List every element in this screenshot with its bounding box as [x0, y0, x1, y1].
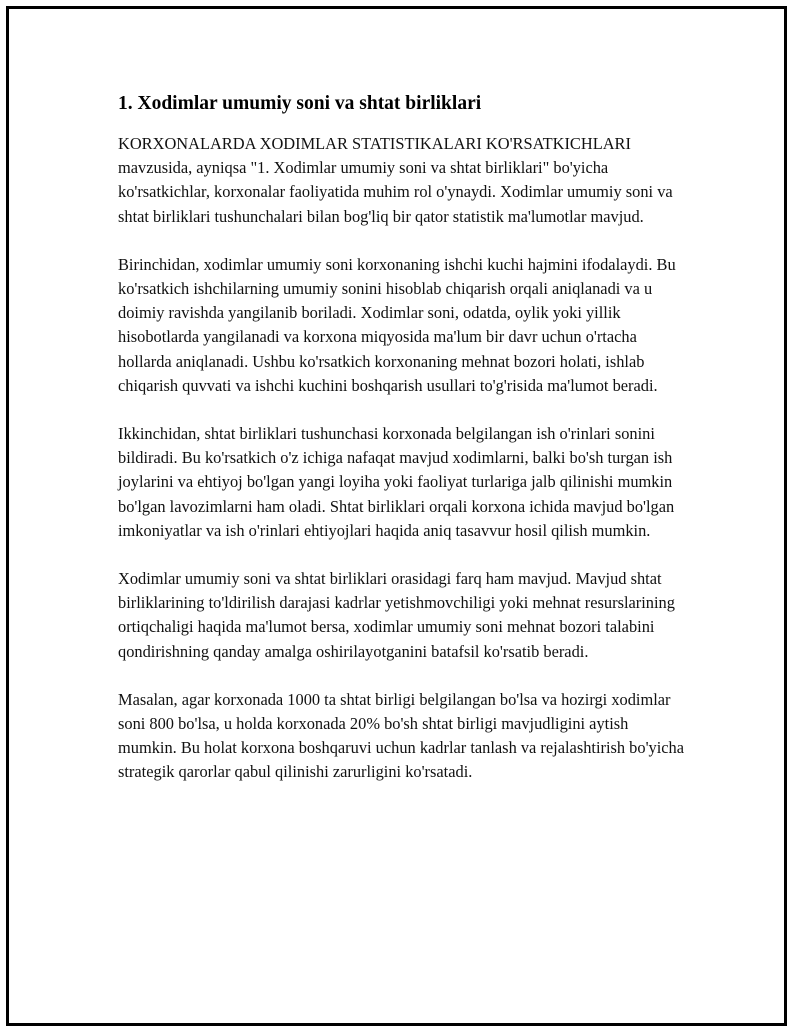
paragraph-difference: Xodimlar umumiy soni va shtat birliklari orasidagi farq ham mavjud. Mavjud shtat birliklarining to'ldirilish darajasi kadrlar yetishmovchiligi yoki mehnat resurslarining ortiqchaligi haqida ma'lumot bersa, xodimlar umumiy soni mehnat bozori talabini qondirishning qanday amalga oshirilayotganini batafsil ko'rsatib beradi. — [118, 569, 675, 661]
paragraph-first-point: Birinchidan, xodimlar umumiy soni korxonaning ishchi kuchi hajmini ifodalaydi. Bu ko'rsatkich ishchilarning umumiy sonini hisoblab chiqarish orqali aniqlanadi va u doimiy ravishda yangilanib boriladi. Xodimlar soni, odatda, oylik yoki yillik hisobotlarda yangilanadi va korxona miqyosida ma'lum bir davr uchun o'rtacha hollarda aniqlanadi. Ushbu ko'rsatkich korxonaning mehnat bozori holati, ishlab chiqarish quvvati va ishchi kuchini boshqarish usullari to'g'risida ma'lumot beradi. — [118, 254, 676, 395]
paragraph-second-point: Ikkinchidan, shtat birliklari tushunchasi korxonada belgilangan ish o'rinlari sonini bildiradi. Bu ko'rsatkich o'z ichiga nafaqat mavjud xodimlarni, balki bo'sh turgan ish joylarini va ehtiyoj bo'lgan yangi loyiha yoki faoliyat turlariga jalb qilinishi mumkin bo'lgan lavozimlarni ham oladi. Shtat birliklari orqali korxona ichida mavjud bo'lgan imkoniyatlar va ish o'rinlari ehtiyojlari haqida aniq tasavvur hosil qilish mumkin. — [118, 424, 675, 540]
document-body — [118, 92, 688, 809]
paragraph-intro: KORXONALARDA XODIMLAR STATISTIKALARI KO'RSATKICHLARI mavzusida, ayniqsa "1. Xodimlar umumiy soni va shtat birliklari" bo'yicha ko'rsatkichlar, korxonalar faoliyatida muhim rol o'ynaydi. Xodimlar umumiy soni va shtat birliklari tushunchalari bilan bog'liq bir qator statistik ma'lumotlar mavjud. — [118, 134, 673, 226]
paragraph-example: Masalan, agar korxonada 1000 ta shtat birligi belgilangan bo'lsa va hozirgi xodimlar soni 800 bo'lsa, u holda korxonada 20% bo'sh shtat birligi mavjudligini aytish mumkin. Bu holat korxona boshqaruvi uchun kadrlar tanlash va rejalashtirish bo'yicha strategik qarorlar qabul qilinishi zarurligini ko'rsatadi. — [118, 689, 685, 782]
document-title: 1. Xodimlar umumiy soni va shtat birliklari — [118, 93, 482, 114]
